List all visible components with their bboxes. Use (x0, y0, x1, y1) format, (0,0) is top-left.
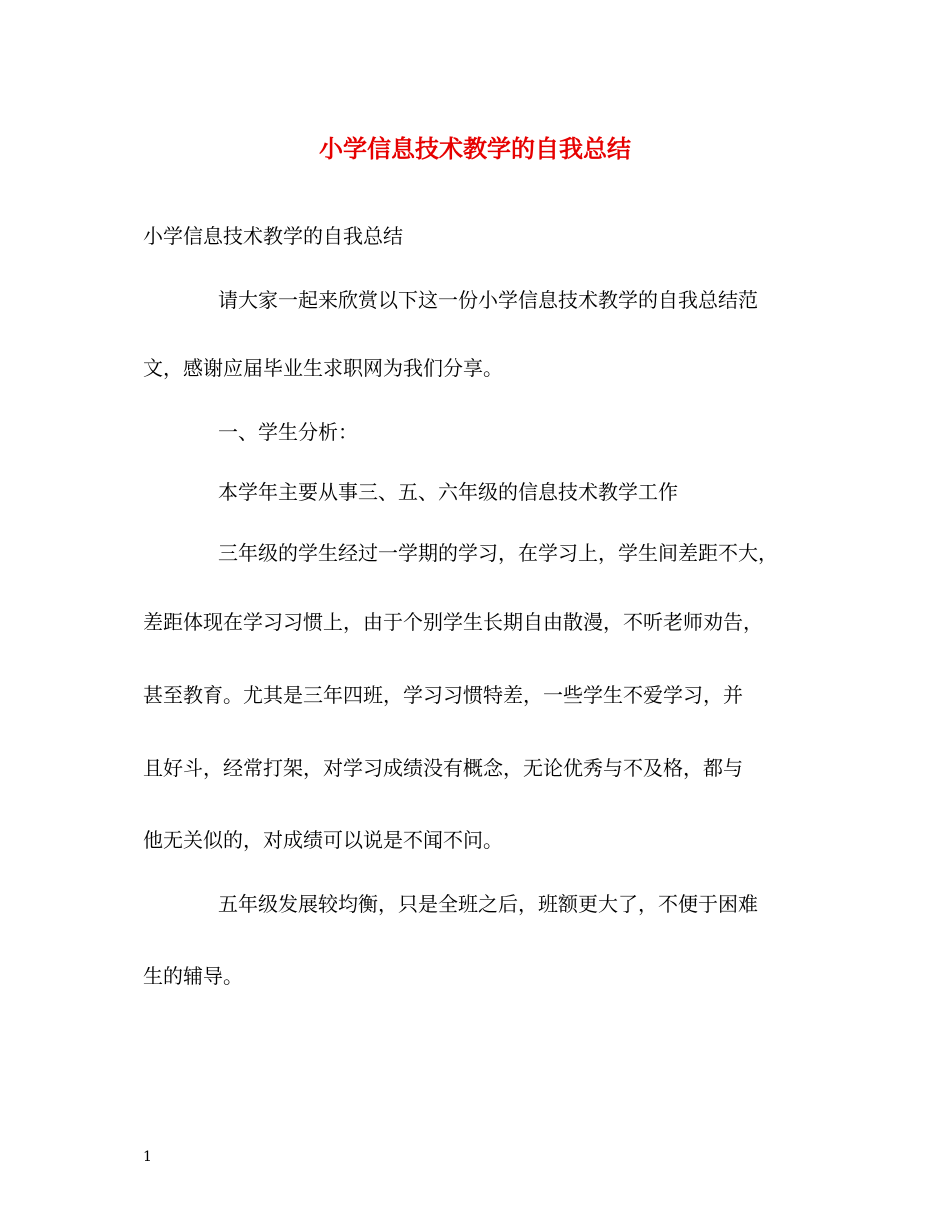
paragraph-line: 文，感谢应届毕业生求职网为我们分享。 (143, 356, 503, 380)
page-number: 1 (143, 1149, 152, 1165)
paragraph-line: 三年级的学生经过一学期的学习，在学习上，学生间差距不大， (218, 541, 778, 565)
paragraph-line: 五年级发展较均衡，只是全班之后，班额更大了，不便于困难 (218, 892, 758, 916)
paragraph-line: 生的辅导。 (143, 964, 243, 988)
paragraph-line: 本学年主要从事三、五、六年级的信息技术教学工作 (218, 480, 678, 504)
paragraph-line: 且好斗，经常打架，对学习成绩没有概念，无论优秀与不及格，都与 (143, 756, 743, 780)
paragraph-line: 他无关似的，对成绩可以说是不闻不问。 (143, 828, 503, 852)
document-title: 小学信息技术教学的自我总结 (319, 134, 631, 163)
paragraph-line: 甚至教育。尤其是三年四班，学习习惯特差，一些学生不爱学习，并 (143, 683, 743, 707)
paragraph-line: 请大家一起来欣赏以下这一份小学信息技术教学的自我总结范 (218, 288, 758, 312)
section-heading: 一、学生分析： (218, 420, 358, 444)
paragraph-line: 差距体现在学习习惯上，由于个别学生长期自由散漫，不听老师劝告， (143, 610, 763, 634)
subtitle-line: 小学信息技术教学的自我总结 (143, 224, 403, 248)
